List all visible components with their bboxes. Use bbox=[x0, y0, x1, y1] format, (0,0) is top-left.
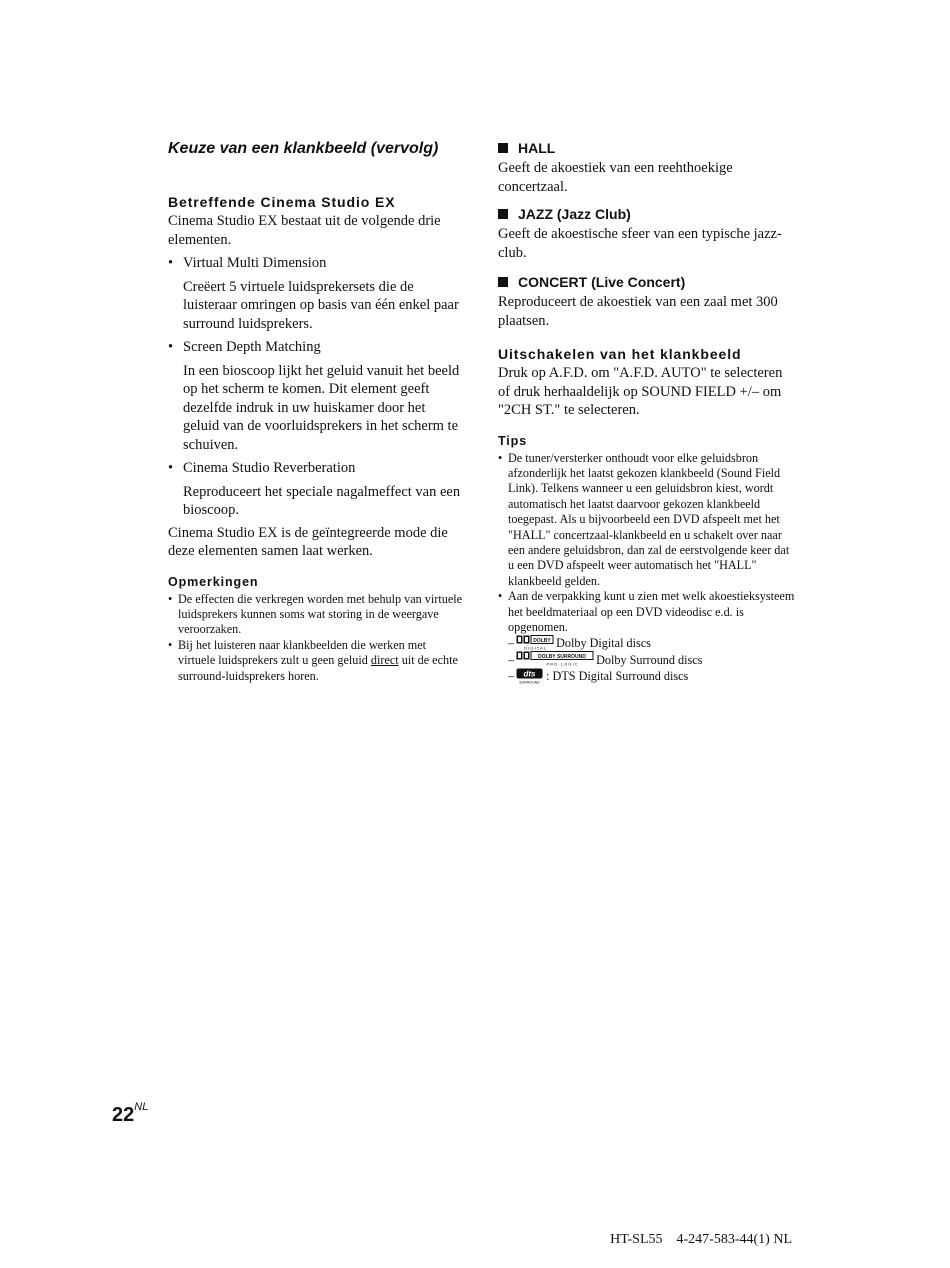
disc-label: : DTS Digital Surround discs bbox=[546, 669, 689, 684]
tips-list bbox=[498, 451, 798, 636]
element-name: • Cinema Studio Reverberation bbox=[168, 459, 464, 478]
mode-heading-concert bbox=[498, 274, 798, 290]
mode-description: Reproduceert de akoestiek van een zaal met 300 plaatsen. bbox=[498, 294, 778, 329]
mode-description: Geeft de akoestische sfeer van een typische jazz-club. bbox=[498, 226, 782, 261]
mode-heading-hall bbox=[498, 140, 798, 156]
disc-label: Dolby Digital discs bbox=[556, 636, 651, 651]
dts-logo-icon bbox=[516, 668, 544, 684]
notes-list bbox=[168, 592, 464, 684]
cinema-studio-outro: Cinema Studio EX is de geïntegreerde mode die deze elementen samen laat werken. bbox=[168, 524, 448, 559]
section-title: Keuze van een klankbeeld (vervolg) bbox=[168, 140, 439, 157]
mode-title: HALL bbox=[518, 140, 556, 156]
note-text: De effecten die verkregen worden met behulp van virtuele luidsprekers kunnen soms wat storing in de weergave veroorzaken. bbox=[178, 591, 463, 637]
dash: – bbox=[508, 652, 515, 667]
cinema-studio-heading: Betreffende Cinema Studio EX bbox=[168, 194, 396, 210]
tip-item: • Aan de verpakking kunt u zien met welk akoestieksysteem het beeldmateriaal op een DVD videodisc e.d. is opgenomen. bbox=[498, 589, 798, 635]
logo-text-bottom: SURROUND bbox=[519, 680, 540, 684]
logo-text-bottom: D I G I T A L bbox=[524, 645, 546, 651]
logo-text-top: DOLBY bbox=[533, 637, 551, 644]
dolby-surround-logo-icon bbox=[516, 651, 594, 667]
mode-title: CONCERT (Live Concert) bbox=[518, 274, 686, 290]
disc-item bbox=[498, 635, 798, 652]
mode-description: Geeft de akoestiek van een reehthoekige concertzaal. bbox=[498, 160, 733, 195]
disc-item bbox=[498, 652, 798, 669]
page-number-value: 22 bbox=[112, 1104, 135, 1126]
mode-heading-jazz bbox=[498, 206, 798, 222]
dash: – bbox=[508, 669, 515, 684]
tip-item: • De tuner/versterker onthoudt voor elke geluidsbron afzonderlijk het laatst gekozen klankbeeld (Sound Field Link). Telkens wanneer u een geluidsbron kiest, wordt automatisch het laatst daarvoor gekozen klankbeeld toegepast. Als u bijvoorbeeld een DVD afspeelt met het "HALL" concertzaal-klankbeeld en u schakelt over naar een andere geluidsbron, dan zal de eerstvolgende keer dat u een DVD afspeelt weer automatisch het "HALL" klankbeeld gelden. bbox=[498, 451, 798, 590]
logo-text-top: dts bbox=[523, 669, 536, 679]
tips-heading: Tips bbox=[498, 433, 528, 448]
element-description: Creëert 5 virtuele luidsprekersets die de luisteraar omringen op basis van één enkel paar surround luidsprekers. bbox=[183, 278, 459, 332]
element-description: In een bioscoop lijkt het geluid vanuit het beeld op het scherm te komen. Dit element geeft dezelfde indruk in uw huiskamer door het geluid van de voorluidsprekers in het scherm te schuiven. bbox=[183, 362, 460, 453]
element-description: Reproduceert het speciale nagalmeffect van een bioscoop. bbox=[183, 483, 461, 518]
disc-label: Dolby Surround discs bbox=[596, 652, 703, 667]
sound-field-off-text: Druk op A.F.D. om "A.F.D. AUTO" te selecteren of druk herhaaldelijk op SOUND FIELD +/– om "2CH ST." te selecteren. bbox=[498, 365, 783, 418]
sound-field-off-heading: Uitschakelen van het klankbeeld bbox=[498, 346, 742, 362]
left-column bbox=[168, 140, 464, 684]
note-text-after: uit de echte surround-luidsprekers horen. bbox=[178, 653, 458, 683]
right-column bbox=[498, 140, 798, 685]
square-bullet-icon bbox=[498, 209, 508, 219]
dash: – bbox=[508, 636, 515, 651]
element-name: • Screen Depth Matching bbox=[168, 338, 464, 357]
underlined-word: direct bbox=[370, 653, 399, 668]
notes-heading: Opmerkingen bbox=[168, 574, 259, 589]
page-language-suffix: NL bbox=[134, 1101, 149, 1114]
cinema-studio-intro: Cinema Studio EX bestaat uit de volgende drie elementen. bbox=[168, 213, 441, 248]
note-item bbox=[168, 592, 464, 638]
model-code: HT-SL55 4-247-583-44(1) NL bbox=[610, 1232, 792, 1247]
square-bullet-icon bbox=[498, 277, 508, 287]
note-text-before: Bij het luisteren naar klankbeelden die werken met virtuele luidsprekers zult u geen geluid bbox=[178, 637, 427, 668]
disc-item bbox=[498, 668, 798, 685]
note-item bbox=[168, 638, 464, 684]
dolby-digital-logo-icon bbox=[516, 635, 554, 651]
mode-title: JAZZ (Jazz Club) bbox=[518, 206, 631, 222]
logo-text-bottom: P R O · L O G I C bbox=[546, 661, 578, 667]
page-number bbox=[112, 1101, 149, 1127]
disc-list bbox=[498, 635, 798, 685]
square-bullet-icon bbox=[498, 143, 508, 153]
element-name: • Virtual Multi Dimension bbox=[168, 254, 464, 273]
logo-text-top: DOLBY SURROUND bbox=[538, 654, 586, 661]
